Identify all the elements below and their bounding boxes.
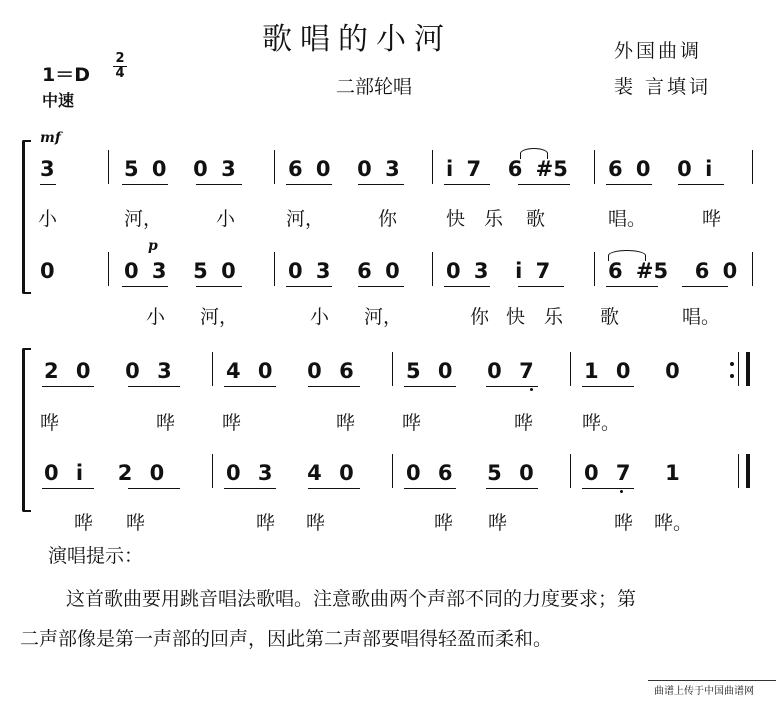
beam — [486, 386, 538, 387]
note-group: 5 0 0 3 — [124, 157, 236, 181]
lyric: 小 — [310, 306, 330, 328]
beam — [358, 184, 404, 185]
beam — [606, 286, 658, 287]
lyric: 哗 — [74, 512, 94, 534]
barline — [432, 252, 433, 286]
note-group: 0 3 6 0 — [288, 259, 400, 283]
slur — [520, 148, 548, 159]
barline — [594, 150, 595, 184]
barline — [432, 150, 433, 184]
note-group: 0 3 i 7 — [446, 259, 551, 283]
note-group: 6 0 0 3 — [288, 157, 400, 181]
tempo-marking: 中速 — [42, 91, 75, 110]
beam — [224, 386, 276, 387]
barline — [738, 352, 739, 386]
song-title: 歌唱的小河 — [262, 22, 452, 57]
final-barline — [746, 454, 750, 488]
tips-text-line-1: 这首歌曲要用跳音唱法歌唱。注意歌曲两个声部不同的力度要求；第 — [66, 588, 637, 610]
meter-top: 2 — [113, 52, 127, 67]
beam — [582, 386, 634, 387]
tips-heading: 演唱提示： — [48, 545, 144, 567]
lyric: 哗 — [156, 412, 176, 434]
note-group: 6 0 0 i — [608, 157, 713, 181]
beam — [42, 488, 94, 489]
beam — [404, 386, 456, 387]
beam — [286, 184, 332, 185]
note-group: i 7 6 #5 — [446, 157, 568, 181]
lyric: 小 — [38, 208, 58, 230]
dynamic-p: p — [148, 238, 158, 254]
beam — [308, 386, 360, 387]
lyric: 哗 — [222, 412, 242, 434]
lyric: 乐 — [544, 306, 564, 328]
beam — [486, 488, 538, 489]
beam — [224, 488, 276, 489]
meter-bottom: 4 — [115, 66, 125, 81]
beam — [308, 488, 360, 489]
beam — [682, 286, 728, 287]
octave-dot-below — [530, 388, 533, 391]
lyric: 哗 — [336, 412, 356, 434]
lyric: 哗 — [40, 412, 60, 434]
barline — [212, 352, 213, 386]
barline — [108, 252, 109, 286]
lyric: 哗 — [514, 412, 534, 434]
system-brace — [22, 348, 31, 512]
lyrics-credit: 裴 言填词 — [614, 76, 712, 98]
note-group: 0 7 1 — [584, 461, 680, 485]
beam — [444, 286, 490, 287]
beam — [122, 286, 168, 287]
beam — [518, 286, 564, 287]
lyric: 快 — [446, 208, 466, 230]
lyric: 河， — [200, 306, 239, 328]
note-group: 0 — [40, 259, 55, 283]
note-group: 4 0 0 6 — [226, 359, 354, 383]
lyric: 河， — [286, 208, 325, 230]
time-signature — [113, 52, 127, 81]
lyric: 哗 — [126, 512, 146, 534]
octave-dot-below — [620, 490, 623, 493]
note-group: 0 i 2 0 — [44, 461, 165, 485]
barline — [570, 352, 571, 386]
lyric: 哗。 — [654, 512, 693, 534]
lyric: 你 — [378, 208, 398, 230]
lyric: 小 — [216, 208, 236, 230]
lyric: 哗。 — [582, 412, 621, 434]
barline — [108, 150, 109, 184]
barline — [738, 454, 739, 488]
beam — [518, 184, 570, 185]
note-group: 1 0 0 — [584, 359, 680, 383]
lyric: 河， — [364, 306, 403, 328]
barline — [212, 454, 213, 488]
barline — [752, 252, 753, 286]
barline — [570, 454, 571, 488]
beam — [40, 184, 56, 185]
beam — [444, 184, 490, 185]
beam — [286, 286, 332, 287]
slur — [608, 250, 646, 261]
lyric: 河， — [124, 208, 163, 230]
key-signature: 1＝D — [42, 64, 90, 86]
footer-divider — [648, 680, 776, 681]
beam — [128, 488, 180, 489]
lyric: 哗 — [702, 208, 722, 230]
lyric: 哗 — [488, 512, 508, 534]
barline — [392, 352, 393, 386]
note-group: 2 0 0 3 — [44, 359, 172, 383]
barline — [392, 454, 393, 488]
beam — [582, 488, 634, 489]
beam — [42, 386, 94, 387]
music-credit: 外国曲调 — [614, 40, 703, 62]
lyric: 小 — [146, 306, 166, 328]
lyric: 快 — [506, 306, 526, 328]
lyric: 哗 — [256, 512, 276, 534]
barline — [274, 252, 275, 286]
note-group: 6 #5 6 0 — [608, 259, 738, 283]
beam — [606, 184, 652, 185]
barline — [274, 150, 275, 184]
lyric: 唱。 — [682, 306, 721, 328]
tips-text-line-2: 二声部像是第一声部的回声，因此第二声部要唱得轻盈而柔和。 — [20, 628, 553, 650]
note-group: 0 6 5 0 — [406, 461, 534, 485]
system-brace — [22, 140, 31, 294]
dynamic-mf: mf — [40, 130, 61, 146]
note-group: 0 3 5 0 — [124, 259, 236, 283]
lyric: 歌 — [526, 208, 546, 230]
barline — [752, 150, 753, 184]
lyric: 哗 — [434, 512, 454, 534]
lyric: 乐 — [484, 208, 504, 230]
barline — [594, 252, 595, 286]
repeat-dot — [730, 362, 734, 366]
note-group: 0 3 4 0 — [226, 461, 354, 485]
beam — [678, 184, 724, 185]
note-group: 3 — [40, 157, 55, 181]
lyric: 哗 — [306, 512, 326, 534]
beam — [358, 286, 404, 287]
beam — [404, 488, 456, 489]
note-group: 5 0 0 7 — [406, 359, 534, 383]
song-subtitle: 二部轮唱 — [336, 76, 413, 98]
footer-watermark: 曲谱上传于中国曲谱网 — [654, 686, 754, 697]
beam — [196, 184, 242, 185]
lyric: 你 — [470, 306, 490, 328]
beam — [122, 184, 168, 185]
lyric: 唱。 — [608, 208, 647, 230]
lyric: 歌 — [600, 306, 620, 328]
lyric: 哗 — [614, 512, 634, 534]
beam — [128, 386, 180, 387]
repeat-dot — [730, 374, 734, 378]
beam — [196, 286, 242, 287]
final-barline — [746, 352, 750, 386]
lyric: 哗 — [402, 412, 422, 434]
